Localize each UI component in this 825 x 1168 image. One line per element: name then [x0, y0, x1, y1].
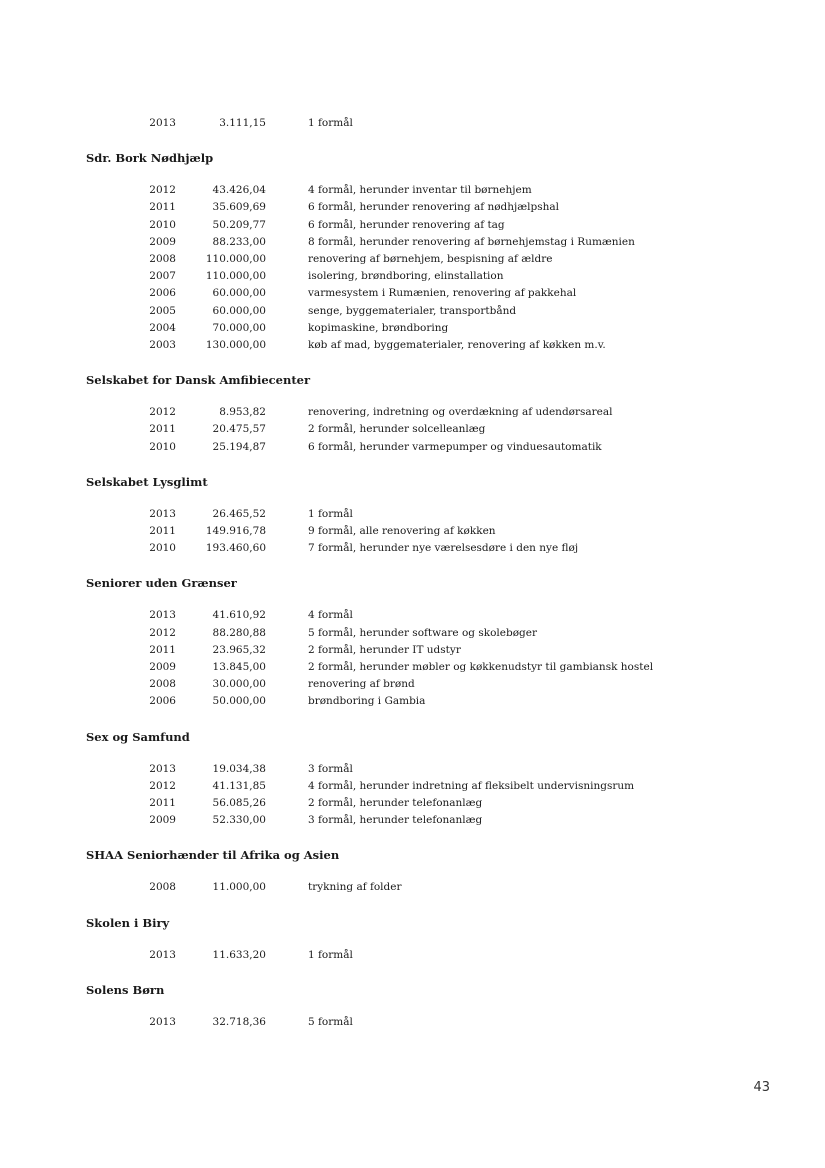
entry-purpose: 2 formål, herunder telefonanlæg: [308, 797, 483, 809]
entry-amount: 50.209,77: [212, 218, 266, 231]
entry-year: 2009: [149, 661, 176, 673]
table-row: [0, 812, 825, 828]
entry-amount: 11.000,00: [212, 881, 266, 894]
entry-amount: 41.610,92: [212, 609, 266, 622]
entry-purpose: renovering, indretning og overdækning af udendørsareal: [308, 406, 613, 419]
entry-year: 2011: [149, 643, 176, 656]
entry-purpose: 6 formål, herunder renovering af tag: [308, 218, 505, 231]
entry-year: 2006: [149, 287, 176, 300]
table-row: [0, 268, 825, 284]
section-heading: Solens Børn: [86, 982, 165, 997]
entry-year: 2008: [149, 678, 176, 691]
entry-purpose: 5 formål, herunder software og skolebøger: [308, 626, 537, 639]
table-row: [0, 337, 825, 353]
table-row: [0, 115, 825, 131]
table-row: [0, 607, 825, 623]
entry-year: 2010: [149, 218, 176, 231]
entry-purpose: 2 formål, herunder møbler og køkkenudstyr til gambiansk hostel: [308, 661, 654, 673]
entry-year: 2008: [149, 881, 176, 894]
entry-purpose: 6 formål, herunder renovering af nødhjælpshal: [308, 201, 559, 214]
entry-year: 2009: [149, 814, 176, 827]
table-row: [0, 879, 825, 895]
table-row: [0, 320, 825, 336]
table-row: [0, 778, 825, 794]
entry-amount: 50.000,00: [212, 695, 266, 708]
table-row: [0, 199, 825, 215]
entry-year: 2010: [149, 542, 176, 555]
entry-year: 2013: [149, 1015, 176, 1028]
entry-purpose: 2 formål, herunder IT udstyr: [308, 643, 461, 656]
table-row: [0, 251, 825, 267]
entry-year: 2011: [149, 423, 176, 436]
entry-year: 2013: [149, 507, 176, 520]
entry-amount: 56.085,26: [212, 797, 266, 809]
entry-amount: 11.633,20: [212, 948, 266, 961]
entry-amount: 26.465,52: [212, 507, 266, 520]
entry-purpose: 4 formål, herunder indretning af fleksibelt undervisningsrum: [308, 779, 635, 792]
table-row: [0, 761, 825, 777]
entry-amount: 60.000,00: [212, 304, 266, 317]
entry-amount: 193.460,60: [205, 542, 266, 555]
entry-year: 2005: [149, 304, 176, 317]
entry-amount: 19.034,38: [212, 762, 266, 775]
table-row: [0, 439, 825, 455]
table-row: [0, 182, 825, 198]
section-heading: Sdr. Bork Nødhjælp: [86, 151, 214, 166]
section-heading: Selskabet for Dansk Amfibiecenter: [86, 373, 311, 388]
entry-year: 2013: [149, 948, 176, 961]
table-row: [0, 1014, 825, 1030]
table-row: [0, 421, 825, 437]
entry-amount: 70.000,00: [212, 321, 266, 334]
section-heading: Seniorer uden Grænser: [86, 576, 237, 591]
table-row: [0, 625, 825, 641]
entry-amount: 43.426,04: [212, 184, 266, 197]
entry-amount: 30.000,00: [212, 678, 266, 691]
entry-amount: 35.609,69: [212, 201, 266, 214]
entry-amount: 130.000,00: [205, 339, 266, 351]
section-heading: SHAA Seniorhænder til Afrika og Asien: [86, 848, 340, 863]
entry-purpose: senge, byggematerialer, transportbånd: [308, 304, 517, 317]
entry-amount: 13.845,00: [212, 661, 266, 673]
entry-year: 2013: [149, 117, 176, 129]
entry-year: 2012: [149, 779, 176, 792]
entry-year: 2008: [149, 253, 176, 265]
entry-purpose: 1 formål: [308, 948, 353, 961]
entry-purpose: brøndboring i Gambia: [308, 695, 426, 708]
table-row: [0, 947, 825, 963]
entry-year: 2003: [149, 339, 176, 351]
entry-amount: 20.475,57: [212, 423, 266, 436]
entry-purpose: 3 formål, herunder telefonanlæg: [308, 814, 483, 827]
entry-year: 2012: [149, 406, 176, 419]
entry-year: 2007: [149, 270, 176, 283]
page-number: 43: [753, 1080, 770, 1095]
entry-year: 2011: [149, 797, 176, 809]
entry-amount: 32.718,36: [212, 1015, 266, 1028]
entry-purpose: 6 formål, herunder varmepumper og vinduesautomatik: [308, 440, 602, 453]
entry-purpose: 4 formål: [308, 609, 353, 622]
table-row: [0, 676, 825, 692]
entry-purpose: 5 formål: [308, 1015, 353, 1028]
table-row: [0, 540, 825, 556]
table-row: [0, 523, 825, 539]
entry-amount: 110.000,00: [205, 270, 266, 283]
entry-amount: 88.233,00: [212, 235, 266, 248]
entry-purpose: 8 formål, herunder renovering af børnehjemstag i Rumænien: [308, 235, 635, 248]
table-row: [0, 217, 825, 233]
entry-purpose: kopimaskine, brøndboring: [308, 321, 449, 334]
entry-year: 2011: [149, 201, 176, 214]
entry-year: 2004: [149, 321, 176, 334]
entry-year: 2012: [149, 626, 176, 639]
entry-amount: 41.131,85: [212, 779, 266, 792]
entry-year: 2012: [149, 184, 176, 197]
entry-purpose: 3 formål: [308, 762, 353, 775]
table-row: [0, 659, 825, 675]
entry-purpose: 4 formål, herunder inventar til børnehjem: [308, 184, 532, 197]
table-row: [0, 506, 825, 522]
entry-purpose: 9 formål, alle renovering af køkken: [308, 525, 496, 537]
entry-purpose: renovering af børnehjem, bespisning af ældre: [308, 253, 553, 265]
entry-purpose: isolering, brøndboring, elinstallation: [308, 270, 504, 283]
section-heading: Sex og Samfund: [86, 729, 190, 744]
entry-amount: 23.965,32: [212, 643, 266, 656]
entry-purpose: varmesystem i Rumænien, renovering af pakkehal: [308, 287, 577, 300]
entry-amount: 8.953,82: [219, 406, 266, 419]
entry-year: 2006: [149, 695, 176, 708]
entry-purpose: 2 formål, herunder solcelleanlæg: [308, 423, 486, 436]
entry-year: 2009: [149, 235, 176, 248]
entry-purpose: 1 formål: [308, 117, 353, 129]
entry-amount: 3.111,15: [219, 117, 266, 129]
entry-amount: 149.916,78: [205, 525, 266, 537]
table-row: [0, 404, 825, 420]
entry-purpose: 1 formål: [308, 507, 353, 520]
entry-amount: 60.000,00: [212, 287, 266, 300]
entry-amount: 52.330,00: [212, 814, 266, 827]
table-row: [0, 642, 825, 658]
entry-amount: 88.280,88: [212, 626, 266, 639]
entry-year: 2011: [149, 525, 176, 537]
section-heading: Selskabet Lysglimt: [86, 474, 208, 489]
table-row: [0, 795, 825, 811]
entry-year: 2013: [149, 609, 176, 622]
entry-purpose: trykning af folder: [308, 881, 402, 894]
table-row: [0, 234, 825, 250]
entry-amount: 110.000,00: [205, 253, 266, 265]
table-row: [0, 285, 825, 301]
table-row: [0, 693, 825, 709]
entry-purpose: 7 formål, herunder nye værelsesdøre i den nye fløj: [308, 542, 579, 555]
entry-amount: 25.194,87: [212, 440, 266, 453]
entry-purpose: køb af mad, byggematerialer, renovering af køkken m.v.: [308, 339, 606, 351]
entry-year: 2013: [149, 762, 176, 775]
entry-year: 2010: [149, 440, 176, 453]
section-heading: Skolen i Biry: [86, 915, 170, 930]
entry-purpose: renovering af brønd: [308, 678, 415, 691]
table-row: [0, 303, 825, 319]
